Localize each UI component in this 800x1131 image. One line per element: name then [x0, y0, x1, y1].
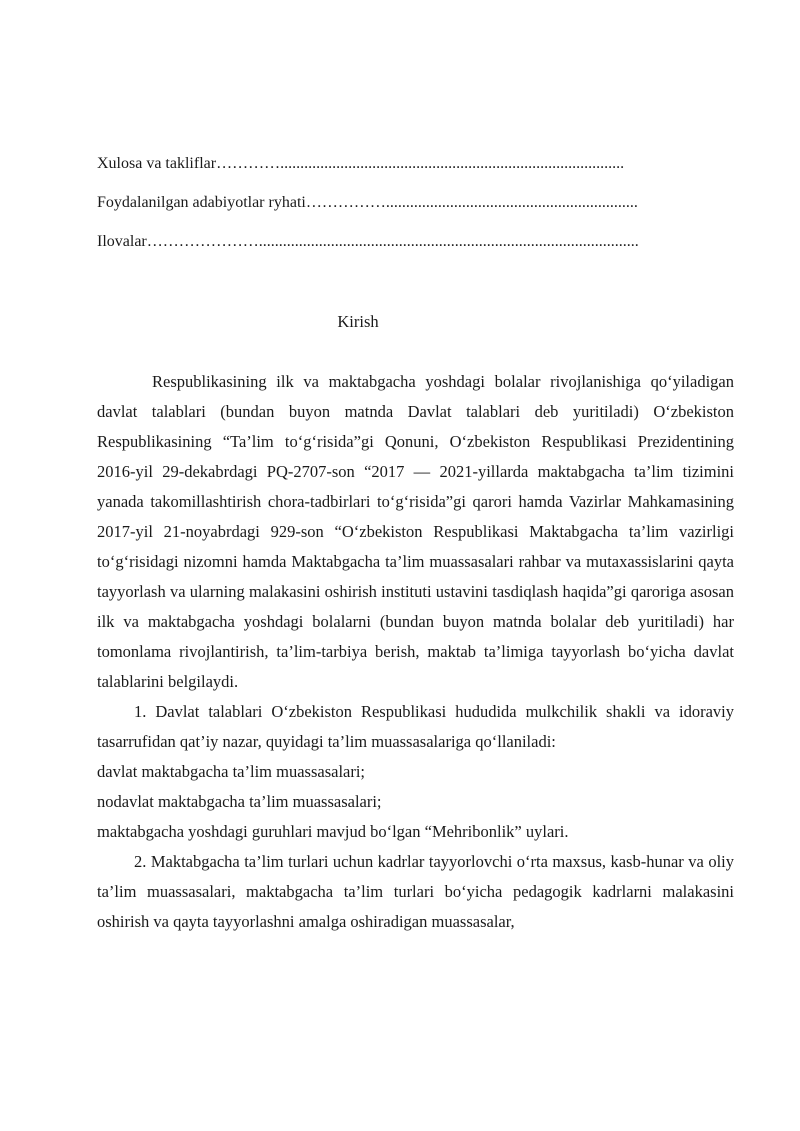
toc-entry-leader: …………......................................................................................	[216, 155, 625, 172]
toc-entry-label: Xulosa va takliflar	[97, 155, 217, 172]
list-item: nodavlat maktabgacha ta’lim muassasalari;	[97, 792, 382, 811]
paragraph: 1. Davlat talablari O‘zbekiston Respublikasi hududida mulkchilik shakli va idoraviy tasarrufidan qat’iy nazar, quyidagi ta’lim muassasalariga qo‘llaniladi:	[97, 702, 734, 751]
list-item: davlat maktabgacha ta’lim muassasalari;	[97, 762, 366, 781]
toc-entry-leader: …………………...............................................................................................	[146, 233, 639, 250]
toc-entry	[97, 232, 733, 252]
toc-entry	[97, 193, 733, 213]
toc-entry-label: Ilovalar	[97, 233, 147, 250]
paragraph: 2. Maktabgacha ta’lim turlari uchun kadrlar tayyorlovchi o‘rta maxsus, kasb-hunar va oliy ta’lim muassasalari, maktabgacha ta’lim turlari bo‘yicha pedagogik kadrlarni malakasini oshirish va qayta tayyorlashni amalga oshiradigan muassasalar,	[97, 852, 734, 931]
paragraph: Respublikasining ilk va maktabgacha yoshdagi bolalar rivojlanishiga qo‘yiladigan davlat talablari (bundan buyon matnda Davlat talablari deb yuritiladi) O‘zbekiston Respublikasining “Ta’lim to‘g‘risida”gi Qonuni, O‘zbekiston Respublikasi Prezidentining 2016-yil 29-dekabrdagi PQ-2707-son “2017 — 2021-yillarda maktabgacha ta’lim tizimini yanada takomillashtirish chora-tadbirlari to‘g‘risida”gi qarori hamda Vazirlar Mahkamasining 2017-yil 21-noyabrdagi 929-son “O‘zbekiston Respublikasi Maktabgacha ta’lim vazirligi to‘g‘risidagi nizomni hamda Maktabgacha ta’lim muassasalari rahbar va mutaxassislarini qayta tayyorlash va ularning malakasini oshirish instituti ustavini tasdiqlash haqida”gi qaroriga asosan ilk va maktabgacha yoshdagi bolalarni (bundan buyon matnda bolalar deb yuritiladi) har tomonlama rivojlantirish, ta’lim-tarbiya berish, maktab ta’limiga tayyorlash bo‘yicha davlat talablarini belgilaydi.	[97, 372, 734, 691]
table-of-contents	[97, 154, 733, 271]
list-item: maktabgacha yoshdagi guruhlari mavjud bo‘lgan “Mehribonlik” uylari.	[97, 822, 569, 841]
body-text	[97, 367, 734, 937]
toc-entry	[97, 154, 733, 174]
toc-entry-label: Foydalanilgan adabiyotlar ryhati	[97, 194, 306, 211]
toc-entry-leader: ……………...............................................................	[305, 194, 638, 211]
section-heading: Kirish	[337, 312, 379, 331]
